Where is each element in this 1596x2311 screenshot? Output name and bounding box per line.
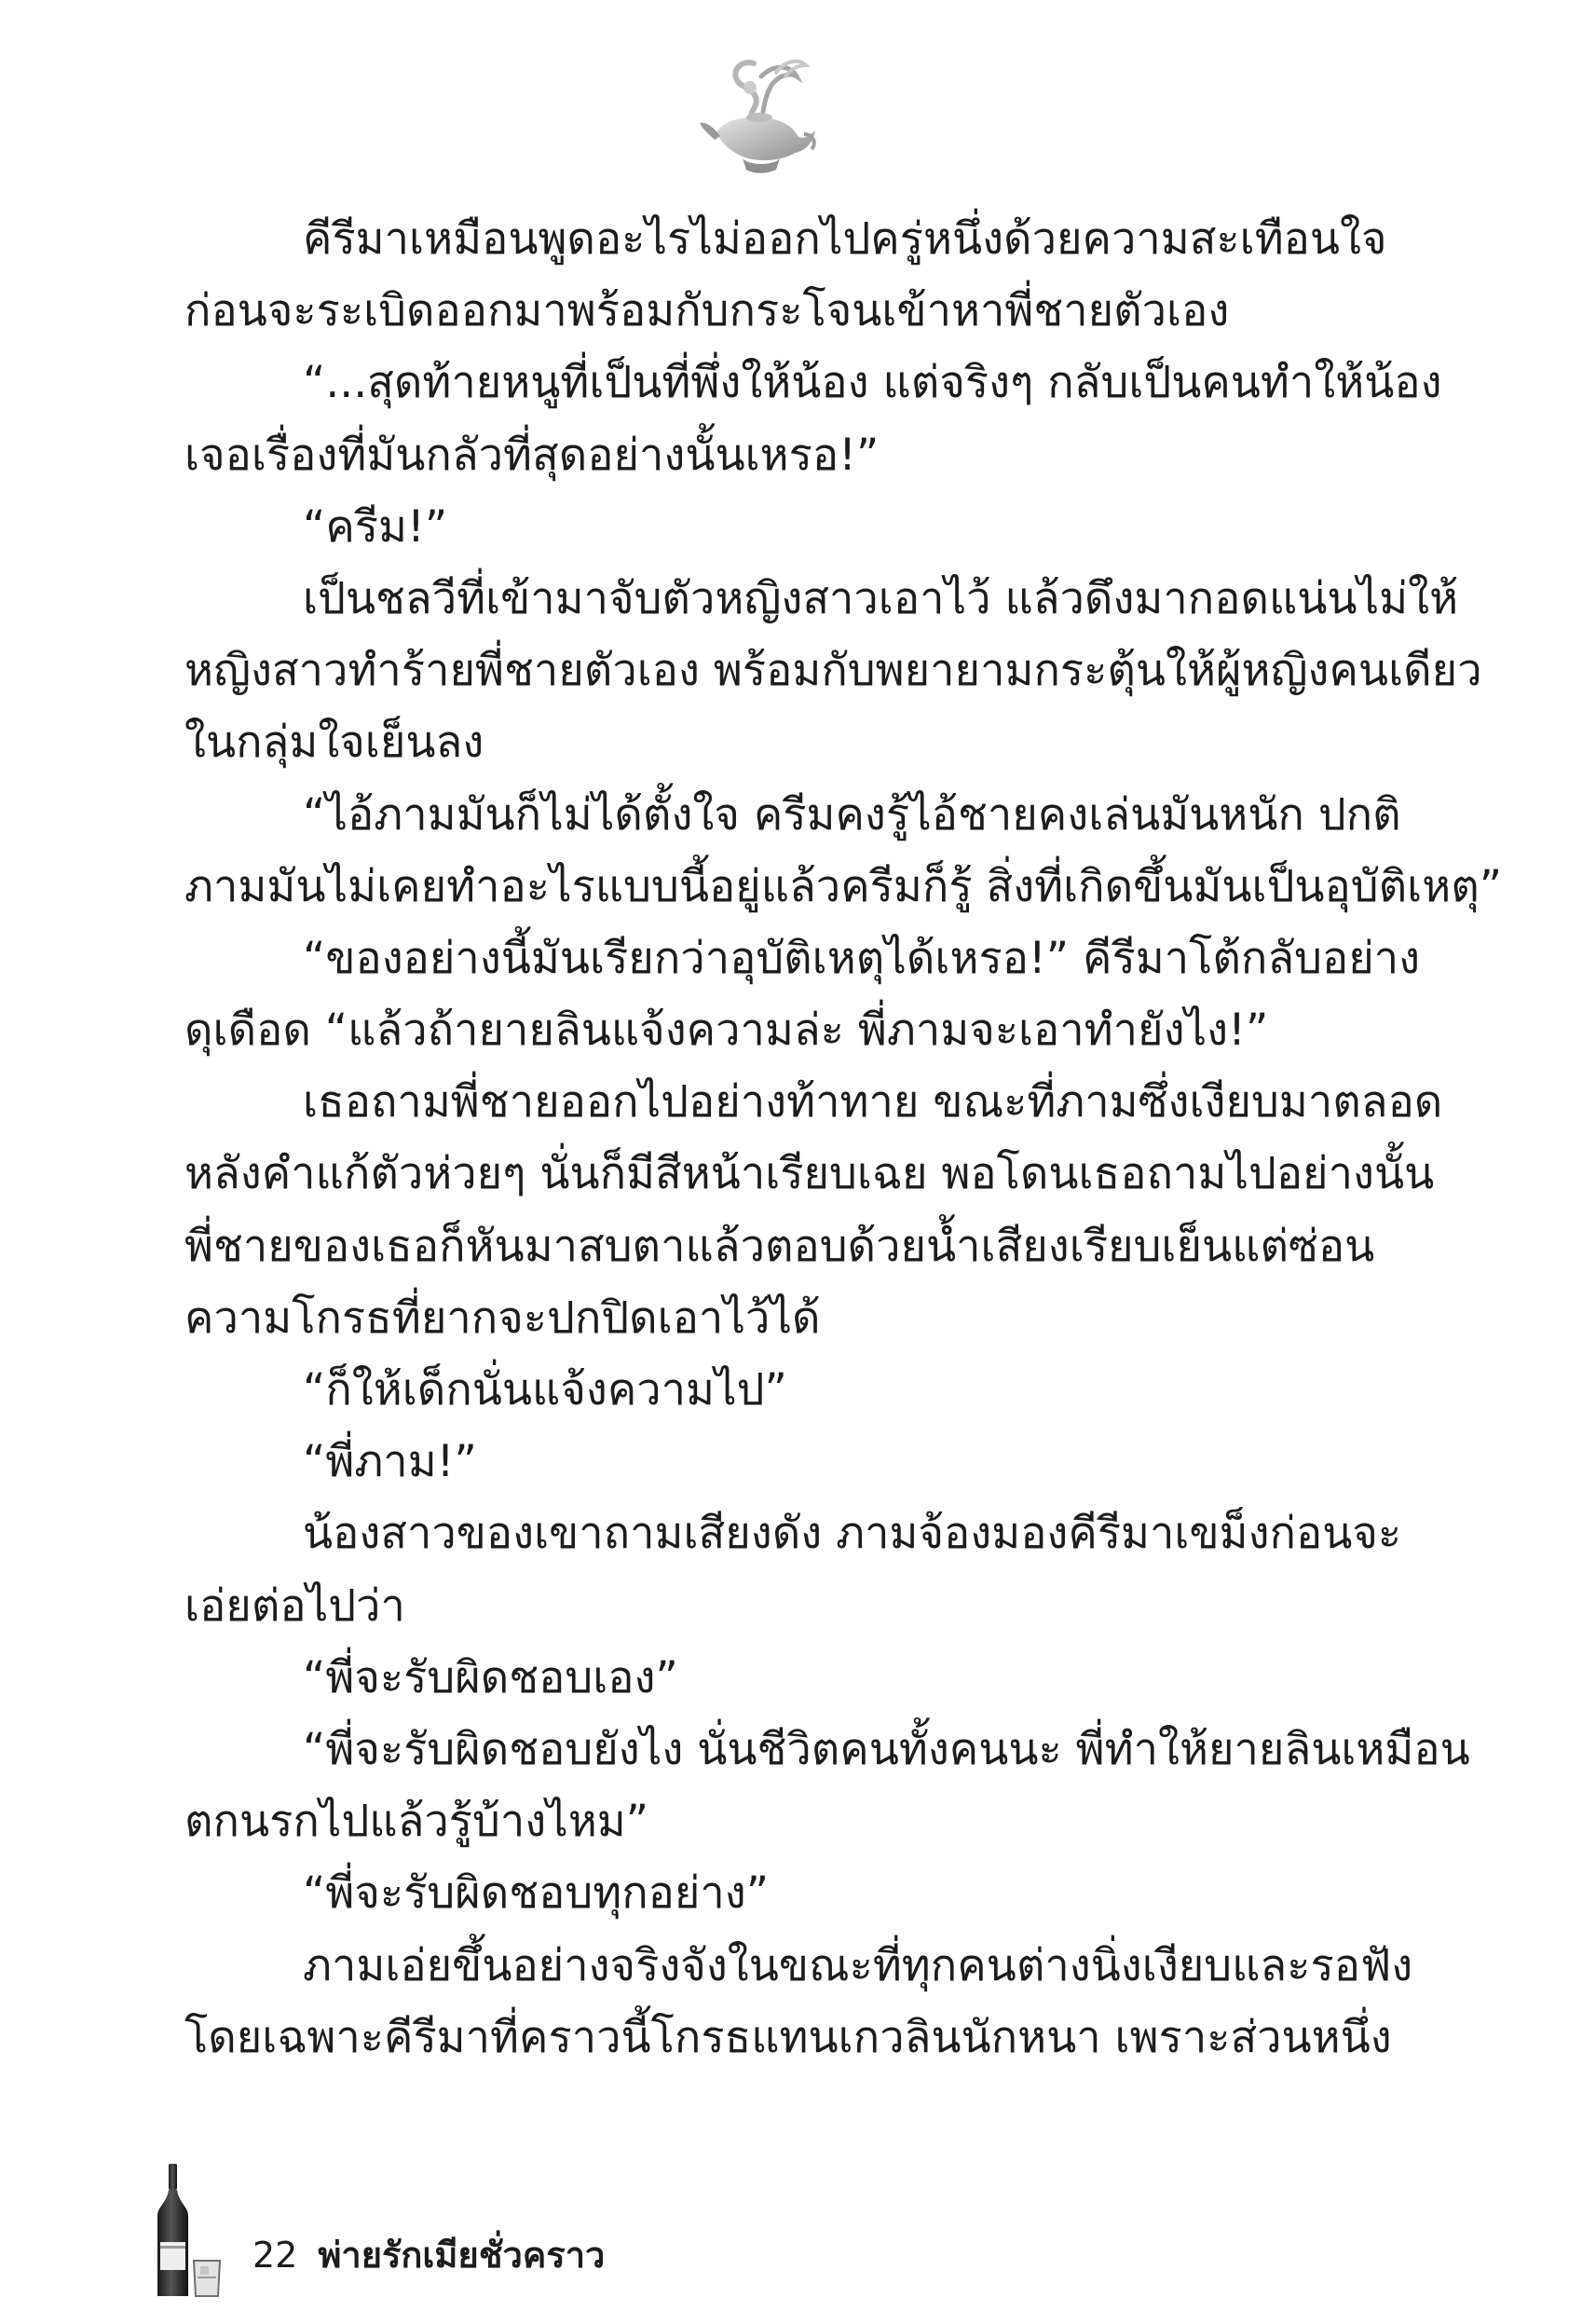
text-line: ภามเอ่ยขึ้นอย่างจริงจังในขณะที่ทุกคนต่างนิ่งเงียบและรอฟัง bbox=[303, 1939, 1413, 1991]
folio bbox=[252, 2218, 605, 2292]
text-line: หญิงสาวทำร้ายพี่ชายตัวเอง พร้อมกับพยายามกระตุ้นให้ผู้หญิงคนเดียว bbox=[184, 645, 1482, 697]
text-line: เธอถามพี่ชายออกไปอย่างท้าทาย ขณะที่ภามซึ่งเงียบมาตลอด bbox=[303, 1076, 1443, 1128]
text-line: “พี่จะรับผิดชอบยังไง นั่นชีวิตคนทั้งคนนะ พี่ทำให้ยายลินเหมือน bbox=[303, 1723, 1470, 1775]
text-line: “...สุดท้ายหนูที่เป็นที่พึ่งให้น้อง แต่จริงๆ กลับเป็นคนทำให้น้อง bbox=[303, 357, 1442, 409]
text-line: คีรีมาเหมือนพูดอะไรไม่ออกไปครู่หนึ่งด้วยความสะเทือนใจ bbox=[303, 213, 1387, 265]
text-line: “ไอ้ภามมันก็ไม่ได้ตั้งใจ ครีมคงรู้ไอ้ชายคงเล่นมันหนัก ปกติ bbox=[303, 788, 1401, 841]
text-line: ความโกรธที่ยากจะปกปิดเอาไว้ได้ bbox=[184, 1292, 821, 1344]
text-line: หลังคำแก้ตัวห่วยๆ นั่นก็มีสีหน้าเรียบเฉย พอโดนเธอถามไปอย่างนั้น bbox=[184, 1148, 1435, 1200]
text-line: เจอเรื่องที่มันกลัวที่สุดอย่างนั้นเหรอ!” bbox=[184, 429, 880, 481]
story-text bbox=[184, 203, 1503, 2073]
text-line: พี่ชายของเธอก็หันมาสบตาแล้วตอบด้วยน้ำเสียงเรียบเย็นแต่ซ่อน bbox=[184, 1220, 1375, 1272]
text-line: “ของอย่างนี้มันเรียกว่าอุบัติเหตุได้เหรอ!” คีรีมาโต้กลับอย่าง bbox=[303, 932, 1421, 984]
text-line: ดุเดือด “แล้วถ้ายายลินแจ้งความล่ะ พี่ภามจะเอาทำยังไง!” bbox=[184, 1005, 1269, 1057]
text-line: ตกนรกไปแล้วรู้บ้างไหม” bbox=[184, 1796, 649, 1848]
genie-lamp-ornament-icon bbox=[694, 56, 825, 177]
text-line: ภามมันไม่เคยทำอะไรแบบนี้อยู่แล้วครีมก็รู้ สิ่งที่เกิดขึ้นมันเป็นอุบัติเหตุ” bbox=[184, 860, 1503, 912]
text-line: “พี่จะรับผิดชอบทุกอย่าง” bbox=[303, 1867, 770, 1920]
text-line: โดยเฉพาะคีรีมาที่คราวนี้โกรธแทนเกวลินนักหนา เพราะส่วนหนึ่ง bbox=[184, 2011, 1392, 2063]
text-line: “ก็ให้เด็กนั่นแจ้งความไป” bbox=[303, 1364, 787, 1415]
text-line: น้องสาวของเขาถามเสียงดัง ภามจ้องมองคีรีมาเขม็งก่อนจะ bbox=[303, 1508, 1402, 1560]
text-line: ในกลุ่มใจเย็นลง bbox=[184, 717, 484, 769]
text-line: เอ่ยต่อไปว่า bbox=[184, 1579, 405, 1632]
page-number: 22 bbox=[252, 2235, 298, 2276]
page-footer bbox=[157, 2160, 809, 2300]
text-line: “พี่จะรับผิดชอบเอง” bbox=[303, 1651, 678, 1703]
text-line: “ครีม!” bbox=[303, 500, 448, 553]
book-title: พ่ายรักเมียชั่วคราว bbox=[318, 2235, 606, 2276]
text-line: “พี่ภาม!” bbox=[303, 1436, 477, 1488]
wine-bottle-glass-icon bbox=[157, 2160, 224, 2300]
text-line: ก่อนจะระเบิดออกมาพร้อมกับกระโจนเข้าหาพี่ชายตัวเอง bbox=[184, 285, 1230, 337]
text-line: เป็นชลวีที่เข้ามาจับตัวหญิงสาวเอาไว้ แล้วดึงมากอดแน่นไม่ให้ bbox=[303, 572, 1459, 624]
